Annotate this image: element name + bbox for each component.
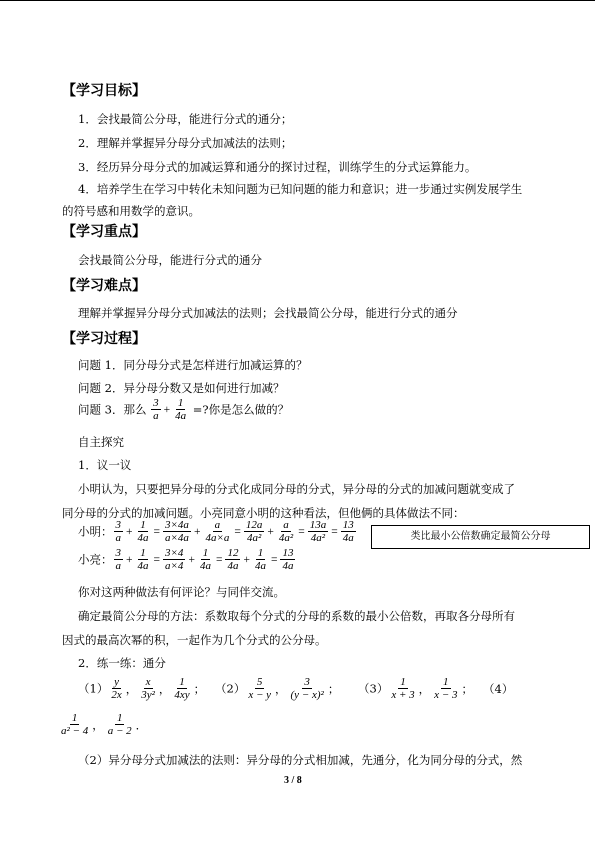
xiaoliang-label: 小亮： <box>78 552 113 567</box>
heading-objectives: 【学习目标】 <box>62 83 146 99</box>
note-box: 类比最小公倍数确定最简公分母 <box>371 525 590 549</box>
xiaoming-fraction: $\frac{a}{\text{4a²}}$ <box>278 519 294 544</box>
heading-key-points: 【学习重点】 <box>62 224 146 240</box>
exercise-2 <box>215 676 340 701</box>
exercise-3-label: （3） <box>358 681 389 696</box>
xiaoliang-fraction: $\frac{1}{4a}$ <box>254 547 266 572</box>
objective-3: 3．经历异分母分式的加减运算和通分的探讨过程，训练学生的分式运算能力。 <box>78 160 477 174</box>
ex1-fraction: $\frac{x}{\text{3y²}}$ <box>141 676 155 701</box>
question-3-suffix: =?你是怎么做的？ <box>192 402 290 417</box>
explore-title: 自主探究 <box>78 435 124 449</box>
ex3-separator: ； <box>461 681 473 696</box>
explore-para-line-1: 小明认为，只要把异分母的分式化成同分母的分式，异分母的分式的加减问题就变成了 <box>78 482 515 496</box>
ex4-fraction: $\frac{1}{\text{a² − 4}}$ <box>61 712 89 737</box>
exercise-4-label: （4） <box>483 682 514 696</box>
exercise-3-math <box>388 676 474 701</box>
ex4-separator: ． <box>135 717 148 732</box>
heading-difficulties: 【学习难点】 <box>62 278 146 294</box>
ex1-fraction: $\frac{1}{4xy}$ <box>174 676 190 701</box>
xiaoliang-fraction: $\frac{12}{4a}$ <box>227 547 239 572</box>
ex1-separator: ， <box>158 681 171 696</box>
xiaoliang-math <box>113 547 297 572</box>
xiaoming-fraction: $\frac{a}{4a\times a}$ <box>205 519 230 544</box>
xiaoming-fraction: $\frac{13}{4a}$ <box>342 519 354 544</box>
xiaoming-fraction: $\frac{3}{a}$ <box>115 519 121 544</box>
exercise-2-label: （2） <box>215 681 246 696</box>
rule-line: （2）异分母分式加减法的法则：异分母的分式相加减，先通分，化为同分母的分式，然 <box>78 753 523 767</box>
method-line-2: 因式的最高次幂的积，一起作为几个分式的公分母。 <box>62 633 327 647</box>
ex2-fraction: $\frac{3}{\text{(y − x)²}}$ <box>290 676 324 701</box>
xiaoliang-equation <box>78 547 296 572</box>
ex2-separator: ， <box>275 681 287 696</box>
xiaoliang-operator: + <box>126 553 133 566</box>
exercise-4-math <box>58 712 148 737</box>
method-line-1: 确定最简公分母的方法：系数取每个分式的分母的系数的最小公倍数，再取各分母所有 <box>78 609 515 623</box>
xiaoming-equation <box>78 519 357 544</box>
xiaoming-fraction: $\frac{3\times 4a}{a\times 4a}$ <box>165 519 189 544</box>
ex1-separator: ， <box>125 681 138 696</box>
xiaoliang-fraction: $\frac{13}{4a}$ <box>282 547 294 572</box>
xiaoliang-operator: = <box>215 553 223 566</box>
exercise-4 <box>58 712 148 737</box>
ex3-separator: ， <box>418 681 431 696</box>
ex3-fraction: $\frac{1}{x - 3}$ <box>434 676 458 701</box>
key-point-text: 会找最简公分母，能进行分式的通分 <box>78 253 262 267</box>
xiaoliang-fraction: $\frac{3}{a}$ <box>115 547 121 572</box>
xiaoming-fraction: $\frac{13a}{\text{4a²}}$ <box>309 519 327 544</box>
xiaoliang-operator: = <box>153 553 160 566</box>
xiaoming-operator: = <box>331 525 338 538</box>
ex4-fraction: $\frac{1}{a - 2}$ <box>107 712 132 737</box>
question-3-prefix: 问题 3．那么 <box>78 402 147 417</box>
explore-sub-1: 1．议一议 <box>78 458 132 472</box>
heading-process: 【学习过程】 <box>62 331 146 347</box>
ex1-fraction: $\frac{y}{2x}$ <box>111 676 122 701</box>
exercise-1-label: （1） <box>78 681 109 696</box>
ex4-separator: ， <box>92 717 104 732</box>
xiaoming-math <box>113 519 357 544</box>
xiaoliang-operator: + <box>188 553 195 566</box>
xiaoliang-operator: = <box>270 553 278 566</box>
question-1: 问题 1．同分母分式是怎样进行加减运算的？ <box>78 358 308 372</box>
xiaoming-operator: = <box>298 525 305 538</box>
xiaoming-label: 小明： <box>78 524 113 539</box>
ex1-separator: ； <box>193 681 206 696</box>
xiaoliang-fraction: $\frac{1}{4a}$ <box>137 547 149 572</box>
question-3: 问题 3．那么 $\frac{3}{a}$ + $\frac{1}{4a}$ =?你是怎么做的？ <box>78 397 290 422</box>
xiaoliang-fraction: $\frac{3\times 4}{a\times 4}$ <box>165 547 184 572</box>
xiaoming-operator: + <box>267 525 274 538</box>
top-rule <box>0 0 595 1</box>
xiaoliang-operator: + <box>243 553 250 566</box>
q3-frac-2: $\frac{1}{4a}$ <box>175 397 187 422</box>
objective-4-cont: 的符号感和用数学的意识。 <box>62 204 200 218</box>
q3-frac-1: $\frac{3}{a}$ <box>153 397 159 422</box>
explore-para-line-2: 同分母的分式的加减问题。小亮同意小明的这种看法，但他俩的具体做法不同： <box>62 506 465 520</box>
ex2-fraction: $\frac{5}{x - y}$ <box>248 676 272 701</box>
explore-sub-2: 2．练一练：通分 <box>78 656 166 670</box>
xiaoming-fraction: $\frac{12a}{\text{4a²}}$ <box>245 519 263 544</box>
xiaoliang-fraction: $\frac{1}{4a}$ <box>199 547 211 572</box>
page-number: 3 / 8 <box>284 775 302 786</box>
question-2: 问题 2．异分母分数又是如何进行加减？ <box>78 381 285 395</box>
comment: 你对这两种做法有何评论？与同伴交流。 <box>78 585 285 599</box>
objective-1: 1．会找最简公分母，能进行分式的通分； <box>78 112 293 126</box>
xiaoming-fraction: $\frac{1}{4a}$ <box>137 519 149 544</box>
exercise-2-math <box>245 676 340 701</box>
xiaoming-operator: + <box>193 525 201 538</box>
objective-4: 4．培养学生在学习中转化未知问题为已知问题的能力和意识；进一步通过实例发展学生 <box>78 182 523 196</box>
ex3-fraction: $\frac{1}{x + 3}$ <box>391 676 415 701</box>
objective-2: 2．理解并掌握异分母分式加减法的法则； <box>78 136 293 150</box>
ex2-separator: ； <box>327 681 340 696</box>
exercise-3 <box>358 676 474 701</box>
exercise-1-math <box>108 676 206 701</box>
difficulty-text: 理解并掌握异分母分式加减法的法则；会找最简公分母，能进行分式的通分 <box>78 306 458 320</box>
xiaoming-operator: + <box>126 525 133 538</box>
xiaoming-operator: = <box>153 525 160 538</box>
xiaoming-operator: = <box>234 525 241 538</box>
exercise-1 <box>78 676 206 701</box>
